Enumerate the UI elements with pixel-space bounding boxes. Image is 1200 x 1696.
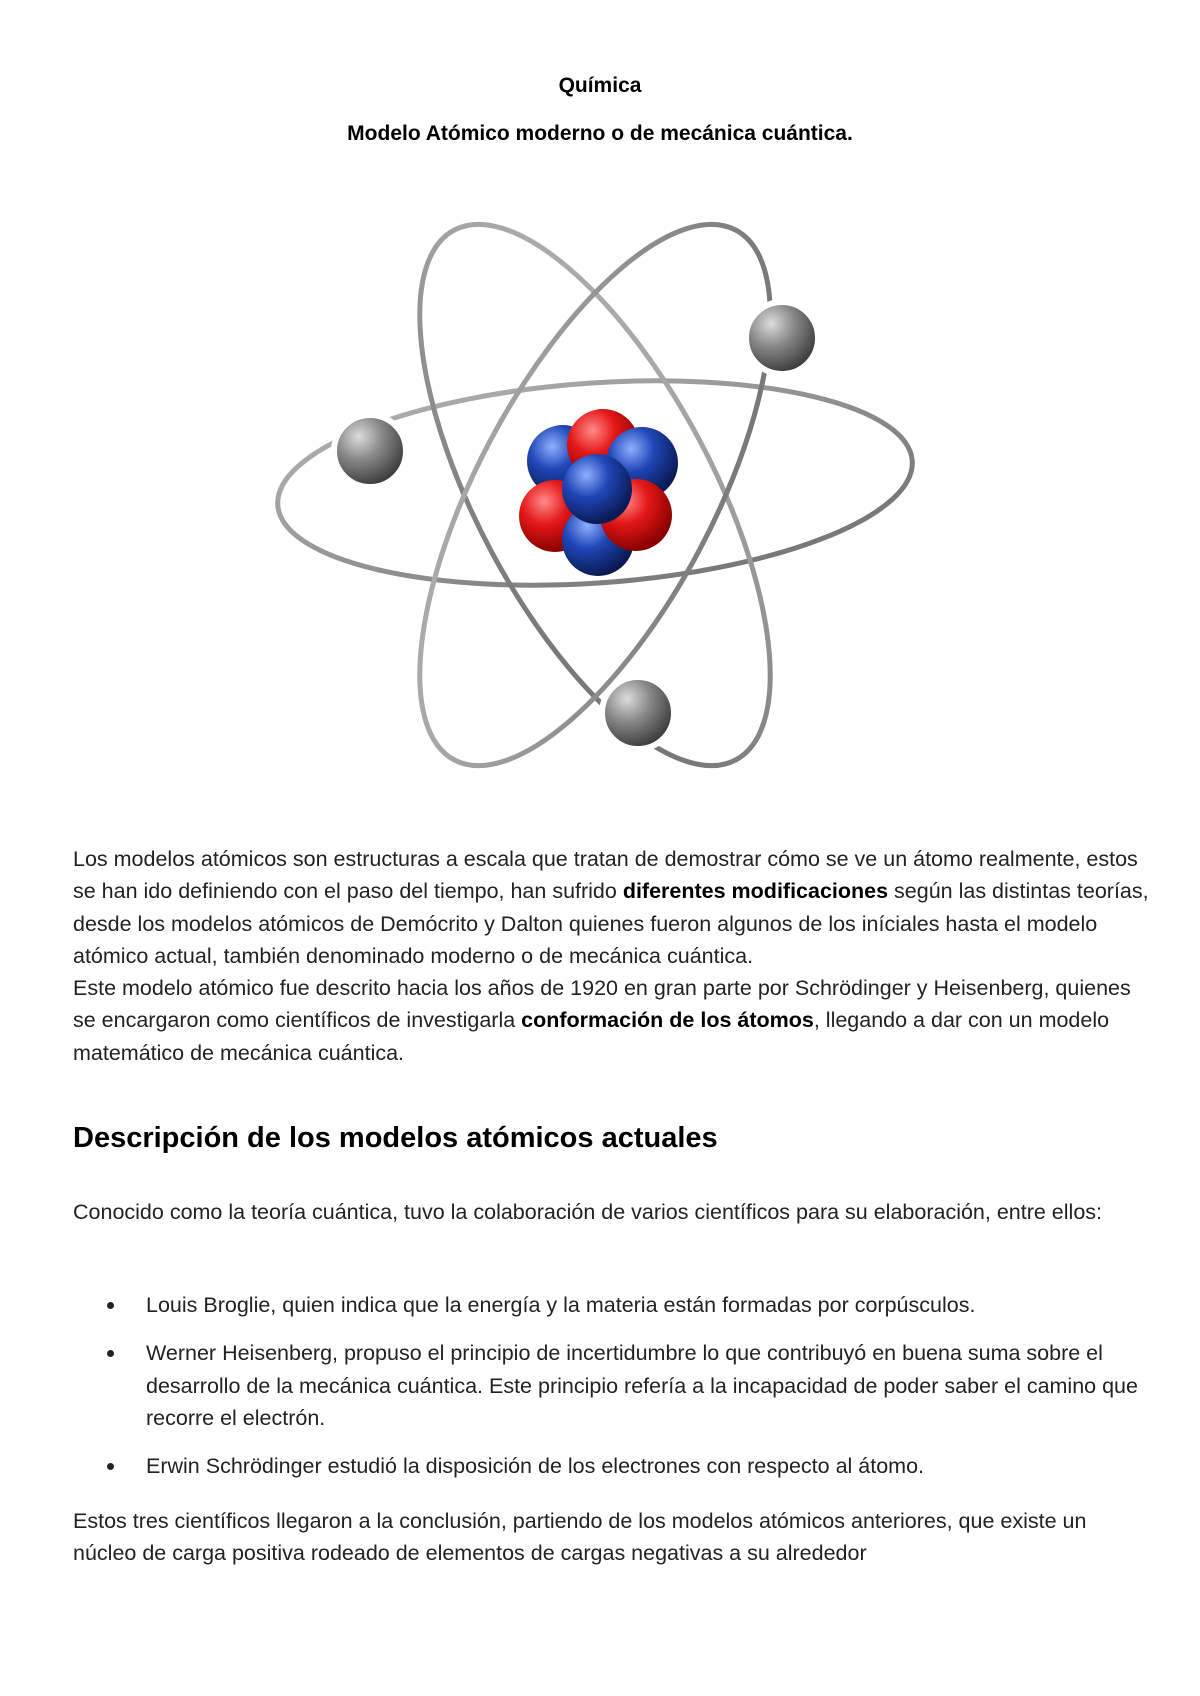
conclusion-paragraph: Estos tres científicos llegaron a la conclusión, partiendo de los modelos atómicos anteriores, que existe un núcleo de carga positiva rodeado de elementos de cargas negativas a su alrededor	[73, 1509, 1087, 1566]
list-item	[73, 1450, 1153, 1482]
electron	[746, 302, 818, 374]
neutron	[562, 454, 632, 524]
document-title: Química	[558, 74, 642, 97]
atom-model-icon	[250, 195, 940, 795]
bullet-icon	[107, 1350, 114, 1357]
bold-text: diferentes modificaciones	[622, 879, 889, 904]
list-item-text: Erwin Schrödinger estudió la disposición de los electrones con respecto al átomo.	[146, 1454, 925, 1479]
bullet-icon	[107, 1302, 114, 1309]
atom-illustration	[250, 195, 940, 795]
section-intro: Conocido como la teoría cuántica, tuvo la colaboración de varios científicos para su elaboración, entre ellos:	[73, 1200, 1102, 1224]
section-heading: Descripción de los modelos atómicos actuales	[73, 1122, 718, 1154]
electron	[602, 677, 674, 749]
list-item	[73, 1289, 1153, 1321]
list-item-text: Werner Heisenberg, propuso el principio de incertidumbre lo que contribuyó en buena suma sobre el desarrollo de la mecánica cuántica. Este principio refería a la incapacidad de poder saber el camino que recorre el electrón.	[146, 1341, 1138, 1430]
scientist-list	[73, 1289, 1153, 1498]
paragraph-text: , llegando a dar con un modelo matemático de mecánica cuántica.	[73, 1008, 1110, 1065]
document-subtitle: Modelo Atómico moderno o de mecánica cuántica.	[347, 122, 853, 145]
paragraph-text: según las distintas teorías, desde los modelos atómicos de Demócrito y Dalton quienes fueron algunos de los iníciales hasta el modelo atómico actual, también denominado moderno o de mecánica cuántica.	[73, 879, 1149, 968]
bullet-icon	[107, 1463, 114, 1470]
paragraph	[73, 843, 1153, 972]
paragraph	[73, 972, 1153, 1069]
paragraph-text: Los modelos atómicos son estructuras a escala que tratan de demostrar cómo se ve un átomo realmente, estos se han ido definiendo con el paso del tiempo, han sufrido	[73, 847, 1138, 904]
nucleus	[519, 409, 678, 576]
list-item	[73, 1337, 1153, 1434]
paragraph-text: Este modelo atómico fue descrito hacia los años de 1920 en gran parte por Schrödinger y Heisenberg, quienes se encargaron como científicos de investigarla	[73, 976, 1131, 1033]
list-item-text: Louis Broglie, quien indica que la energía y la materia están formadas por corpúsculos.	[146, 1293, 976, 1317]
intro-paragraphs	[73, 843, 1153, 1069]
electron	[334, 415, 406, 487]
bold-text: conformación de los átomos	[521, 1008, 814, 1033]
